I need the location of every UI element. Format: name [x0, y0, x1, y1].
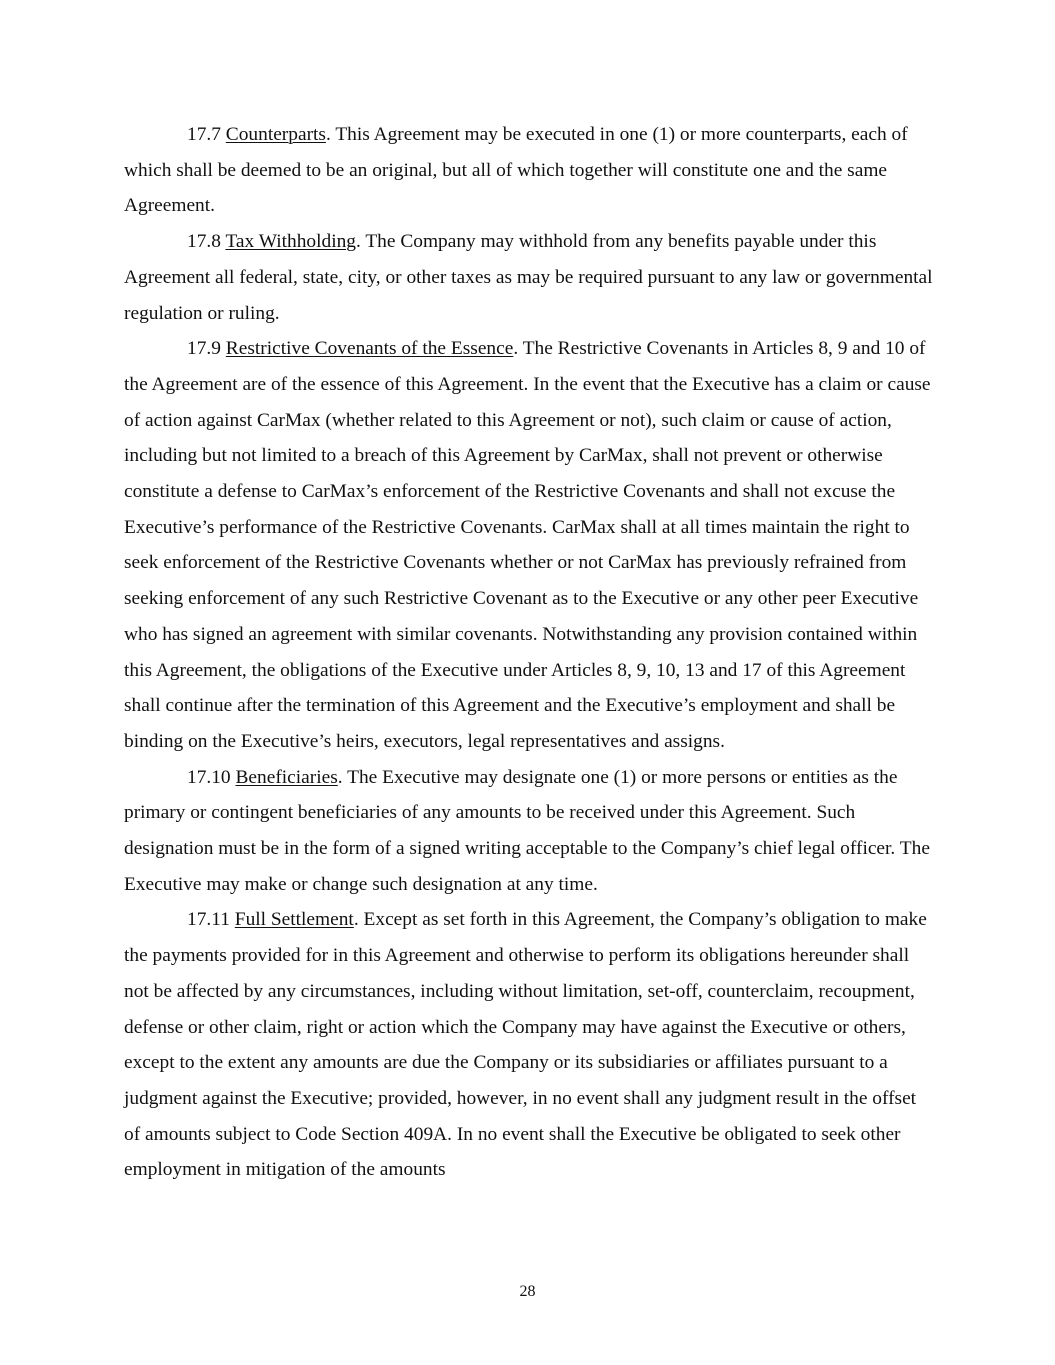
section-number: 17.8: [187, 231, 221, 253]
section-17-10: [124, 760, 934, 903]
section-17-11: [124, 902, 934, 1188]
section-number: 17.7: [187, 124, 221, 145]
section-heading: Tax Withholding: [225, 231, 356, 253]
section-body: . Except as set forth in this Agreement, the Company’s obligation to make the payments provided for in this Agreement and otherwise to perform its obligations hereunder shall not be affected by any circumstances, including without limitation, set-off, counterclaim, recoupment, defense or other claim, right or action which the Company may have against the Executive or others, except to the extent any amounts are due the Company or its subsidiaries or affiliates pursuant to a judgment against the Executive; provided, however, in no event shall any judgment result in the offset of amounts subject to Code Section 409A. In no event shall the Executive be obligated to seek other employment in mitigation of the amounts: [124, 909, 927, 1181]
section-17-7: [124, 117, 934, 224]
section-17-8: [124, 224, 934, 331]
section-number: 17.9: [187, 338, 221, 360]
section-number: 17.11: [187, 909, 230, 931]
section-body: . The Executive may designate one (1) or more persons or entities as the primary or contingent beneficiaries of any amounts to be received under this Agreement. Such designation must be in the form of a signed writing acceptable to the Company’s chief legal officer. The Executive may make or change such designation at any time.: [124, 766, 930, 895]
section-body: . The Company may withhold from any benefits payable under this Agreement all federal, state, city, or other taxes as may be required pursuant to any law or governmental regulation or ruling.: [124, 231, 933, 324]
section-17-9: [124, 331, 934, 759]
section-heading: Full Settlement: [234, 909, 354, 931]
section-heading: Restrictive Covenants of the Essence: [225, 338, 514, 360]
page-number: 28: [519, 1283, 536, 1300]
document-body: [124, 117, 934, 1188]
section-heading: Counterparts: [225, 124, 326, 145]
section-body: . The Restrictive Covenants in Articles 8, 9 and 10 of the Agreement are of the essence of this Agreement. In the event that the Executive has a claim or cause of action against CarMax (whether related to this Agreement or not), such claim or cause of action, including but not limited to a breach of this Agreement by CarMax, shall not prevent or otherwise constitute a defense to CarMax’s enforcement of the Restrictive Covenants and shall not excuse the Executive’s performance of the Restrictive Covenants. CarMax shall at all times maintain the right to seek enforcement of the Restrictive Covenants whether or not CarMax has previously refrained from seeking enforcement of any such Restrictive Covenant as to the Executive or any other peer Executive who has signed an agreement with similar covenants. Notwithstanding any provision contained within this Agreement, the obligations of the Executive under Articles 8, 9, 10, 13 and 17 of this Agreement shall continue after the termination of this Agreement and the Executive’s employment and shall be binding on the Executive’s heirs, executors, legal representatives and assigns.: [124, 338, 931, 752]
section-number: 17.10: [187, 766, 231, 788]
section-body: . This Agreement may be executed in one (1) or more counterparts, each of which shall be deemed to be an original, but all of which together will constitute one and the same Agreement.: [124, 124, 908, 217]
section-heading: Beneficiaries: [235, 766, 338, 788]
